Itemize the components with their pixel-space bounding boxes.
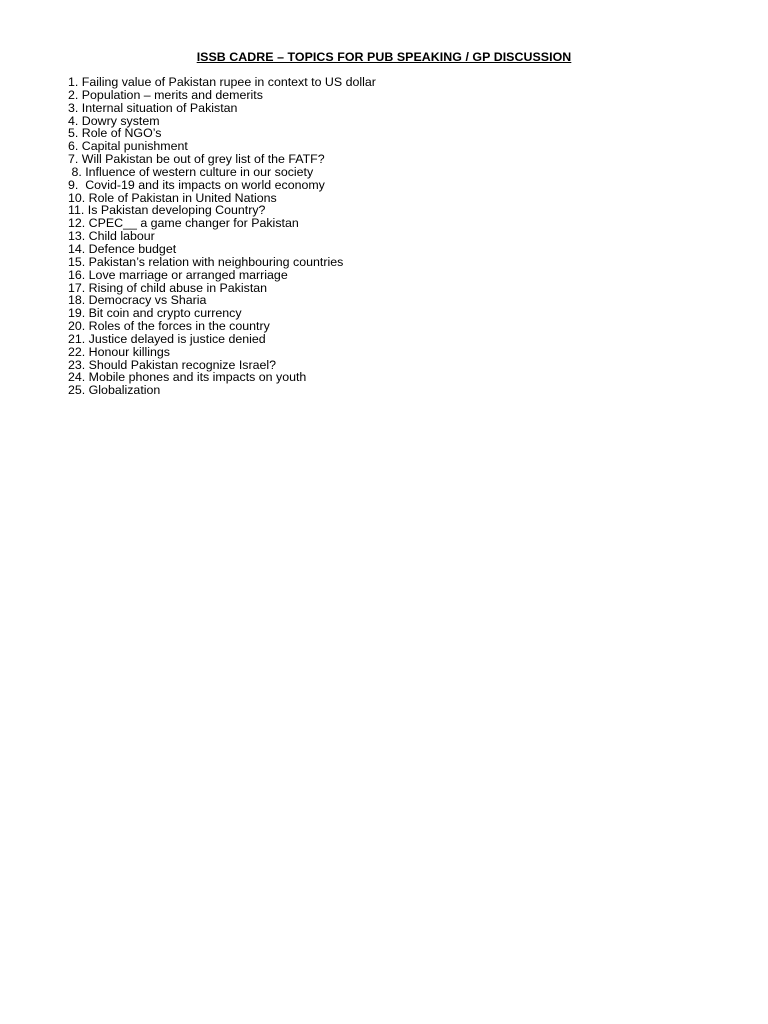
topic-item: 11. Is Pakistan developing Country? — [68, 203, 266, 218]
topic-item: 17. Rising of child abuse in Pakistan — [68, 280, 268, 295]
topic-item: 16. Love marriage or arranged marriage — [68, 267, 288, 282]
topic-item: 4. Dowry system — [68, 113, 160, 128]
topic-item: 9. Covid-19 and its impacts on world economy — [68, 177, 325, 192]
topic-list — [68, 76, 376, 397]
topic-item: 8. Influence of western culture in our society — [68, 164, 314, 179]
topic-item: 5. Role of NGO’s — [68, 126, 162, 141]
topic-item: 6. Capital punishment — [68, 139, 188, 154]
topic-item: 1. Failing value of Pakistan rupee in context to US dollar — [68, 75, 376, 89]
document-title: ISSB CADRE – TOPICS FOR PUB SPEAKING / GP DISCUSSION — [196, 50, 572, 64]
topic-item: 19. Bit coin and crypto currency — [68, 306, 242, 321]
topic-item: 10. Role of Pakistan in United Nations — [68, 190, 277, 205]
topic-item: 20. Roles of the forces in the country — [68, 319, 270, 334]
topic-item: 13. Child labour — [68, 229, 155, 244]
topic-item: 15. Pakistan’s relation with neighbouring countries — [68, 254, 344, 269]
topic-item: 3. Internal situation of Pakistan — [68, 100, 238, 115]
topic-item: 25. Globalization — [68, 383, 161, 398]
topic-item: 22. Honour killings — [68, 344, 170, 359]
topic-item: 23. Should Pakistan recognize Israel? — [68, 357, 277, 372]
topic-item: 12. CPEC__ a game changer for Pakistan — [68, 216, 299, 231]
topic-item: 7. Will Pakistan be out of grey list of the FATF? — [68, 152, 325, 167]
topic-item: 24. Mobile phones and its impacts on youth — [68, 370, 307, 385]
topic-item: 2. Population – merits and demerits — [68, 87, 263, 102]
topic-item: 21. Justice delayed is justice denied — [68, 331, 266, 346]
topic-item: 14. Defence budget — [68, 241, 177, 256]
topic-item: 18. Democracy vs Sharia — [68, 293, 207, 308]
